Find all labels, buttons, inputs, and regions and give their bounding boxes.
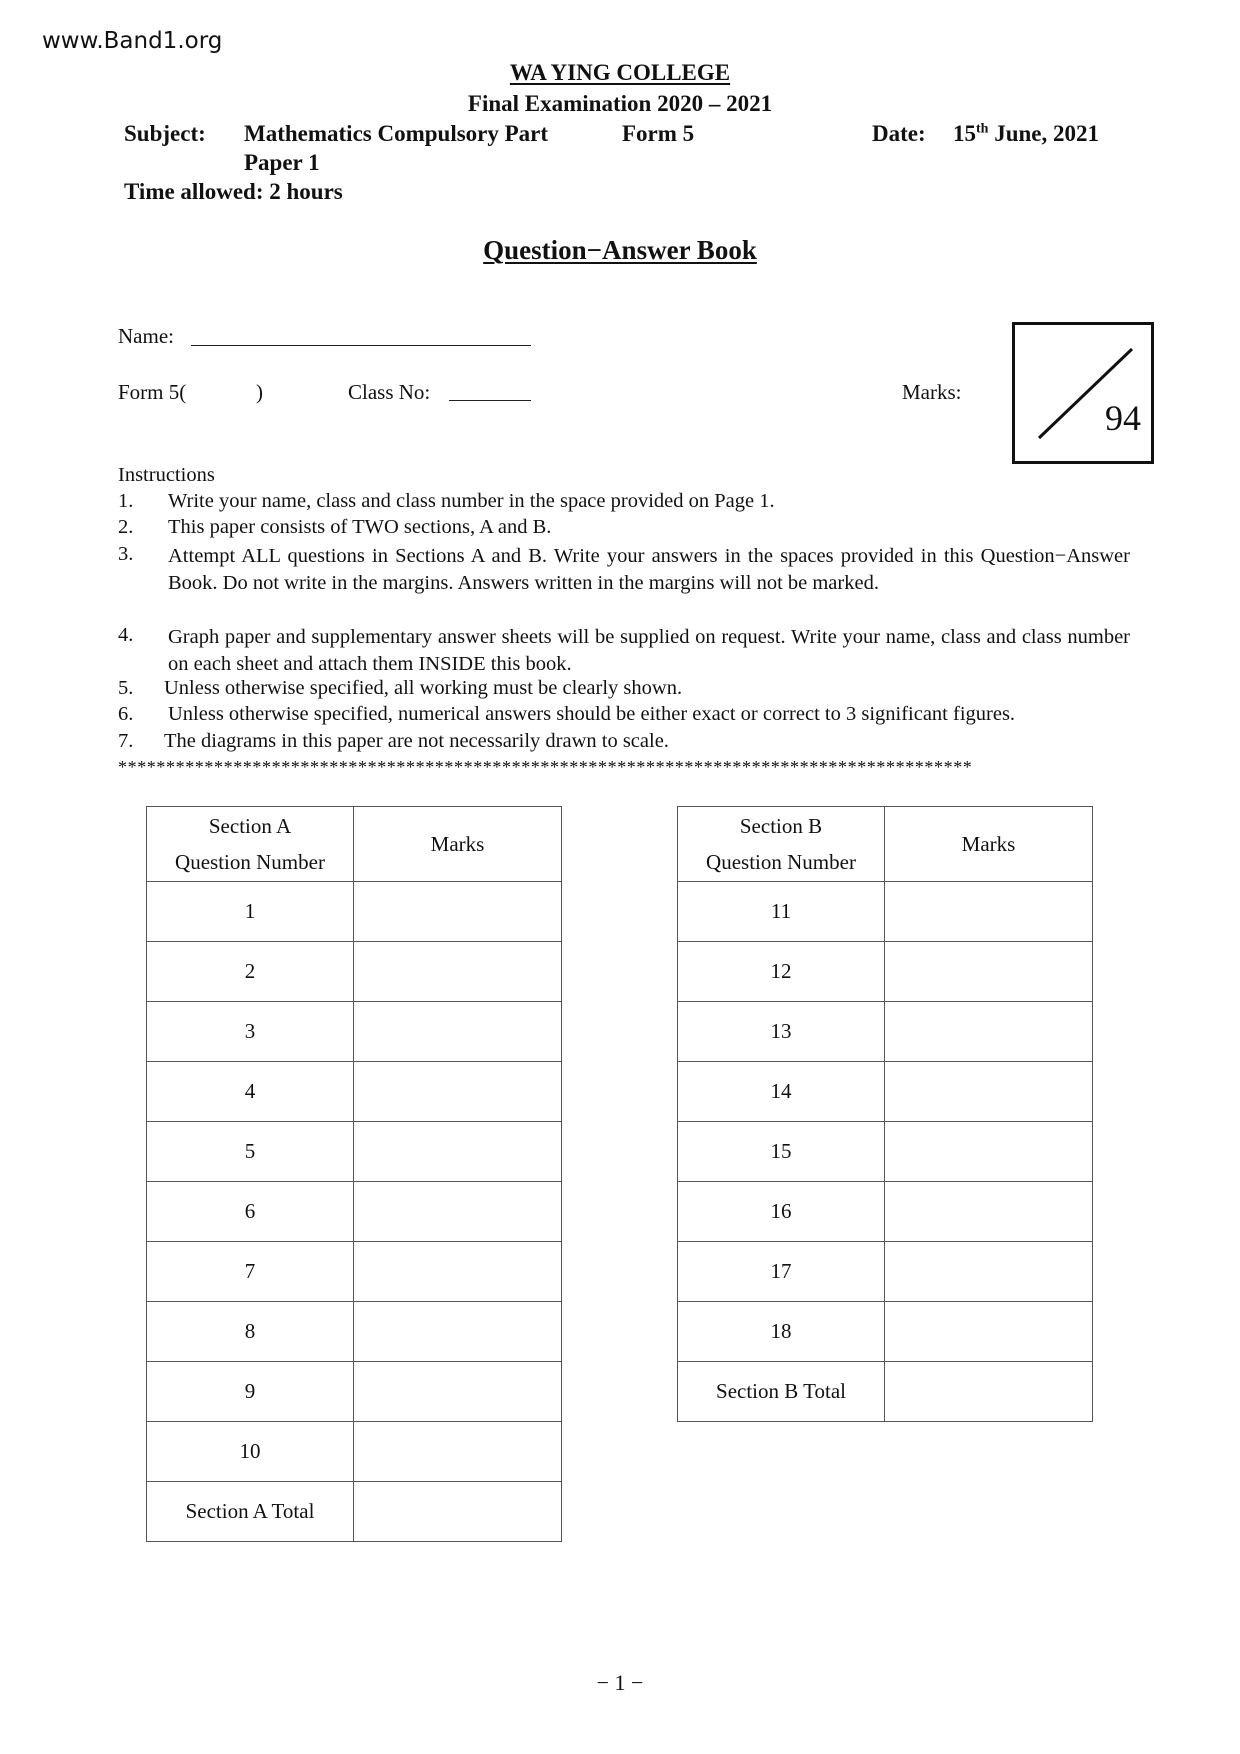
question-number: 8	[147, 1302, 354, 1362]
marks-cell[interactable]	[354, 882, 562, 942]
class-no-field[interactable]	[449, 378, 531, 401]
table-row	[147, 1242, 562, 1302]
form-level: Form 5	[622, 121, 695, 146]
instruction-item: Graph paper and supplementary answer sheets will be supplied on request. Write your name, class and class number on each sheet and attach them INSIDE this book.	[168, 626, 1130, 675]
book-title: Question−Answer Book	[483, 235, 757, 265]
table-row	[678, 882, 1093, 942]
name-field[interactable]	[191, 323, 531, 346]
question-number: 14	[678, 1062, 885, 1122]
question-number: 2	[147, 942, 354, 1002]
table-row	[678, 1062, 1093, 1122]
section-b-total-label: Section B Total	[678, 1362, 885, 1422]
question-number: 12	[678, 942, 885, 1002]
form-class-field[interactable]	[192, 376, 254, 404]
page-number: − 1 −	[596, 1670, 644, 1695]
table-row	[147, 1422, 562, 1482]
table-row	[147, 942, 562, 1002]
marks-cell[interactable]	[885, 1002, 1093, 1062]
table-row	[147, 1122, 562, 1182]
marks-column-header: Marks	[885, 807, 1093, 882]
question-number: 3	[147, 1002, 354, 1062]
table-row	[147, 1302, 562, 1362]
section-a-header: Section A Question Number	[147, 807, 354, 882]
question-number: 7	[147, 1242, 354, 1302]
table-row	[147, 1062, 562, 1122]
table-row	[147, 882, 562, 942]
table-row	[147, 1182, 562, 1242]
exam-title: Final Examination 2020 – 2021	[467, 91, 773, 116]
marks-cell[interactable]	[354, 1122, 562, 1182]
marks-cell[interactable]	[885, 942, 1093, 1002]
instruction-item: Write your name, class and class number in the space provided on Page 1.	[168, 490, 775, 512]
total-row	[678, 1362, 1093, 1422]
question-number: 5	[147, 1122, 354, 1182]
instruction-number: 7.	[118, 730, 134, 752]
instruction-number: 6.	[118, 703, 134, 725]
exam-date: 15th June, 2021	[953, 121, 1099, 146]
marks-cell[interactable]	[885, 1062, 1093, 1122]
watermark-url: www.Band1.org	[42, 28, 223, 54]
instruction-number: 4.	[118, 624, 134, 646]
table-row	[678, 1122, 1093, 1182]
marks-cell[interactable]	[354, 942, 562, 1002]
question-number: 16	[678, 1182, 885, 1242]
marks-cell[interactable]	[354, 1002, 562, 1062]
instruction-number: 3.	[118, 543, 134, 565]
class-no-label: Class No:	[348, 380, 431, 404]
marks-cell[interactable]	[354, 1302, 562, 1362]
instruction-item: Unless otherwise specified, all working must be clearly shown.	[164, 677, 683, 699]
marks-cell[interactable]	[885, 1122, 1093, 1182]
table-row	[678, 1182, 1093, 1242]
marks-cell[interactable]	[354, 1242, 562, 1302]
instruction-item: Attempt ALL questions in Sections A and B. Write your answers in the spaces provided in this Question−Answer Book. Do not write in the margins. Answers written in the margins will not be marked.	[168, 545, 1130, 594]
question-number: 17	[678, 1242, 885, 1302]
marks-cell[interactable]	[354, 1362, 562, 1422]
section-a-total-label: Section A Total	[147, 1482, 354, 1542]
table-row	[678, 1002, 1093, 1062]
instruction-item: The diagrams in this paper are not necessarily drawn to scale.	[164, 730, 669, 752]
instructions-heading: Instructions	[118, 464, 215, 486]
marks-total: 94	[1105, 398, 1141, 438]
question-number: 18	[678, 1302, 885, 1362]
table-row	[147, 1002, 562, 1062]
instruction-item: This paper consists of TWO sections, A and B.	[168, 516, 552, 538]
total-row	[147, 1482, 562, 1542]
marks-cell[interactable]	[354, 1062, 562, 1122]
marks-column-header: Marks	[354, 807, 562, 882]
question-number: 11	[678, 882, 885, 942]
question-number: 9	[147, 1362, 354, 1422]
instruction-number: 1.	[118, 490, 134, 512]
paper-number: Paper 1	[244, 150, 320, 175]
form-class-label: Form 5(	[118, 380, 187, 404]
question-number: 6	[147, 1182, 354, 1242]
marks-cell[interactable]	[885, 1182, 1093, 1242]
table-row	[678, 942, 1093, 1002]
date-label: Date:	[872, 121, 926, 146]
separator-line: *****************************************************************************************	[118, 757, 973, 777]
marks-cell[interactable]	[885, 1242, 1093, 1302]
section-a-table	[146, 806, 562, 1542]
subject-label: Subject:	[124, 121, 206, 146]
section-b-total-cell[interactable]	[885, 1362, 1093, 1422]
section-b-header: Section B Question Number	[678, 807, 885, 882]
marks-cell[interactable]	[354, 1422, 562, 1482]
instruction-number: 5.	[118, 677, 134, 699]
slash-divider-icon	[1015, 325, 1151, 461]
name-label: Name:	[118, 324, 174, 348]
question-number: 10	[147, 1422, 354, 1482]
section-a-total-cell[interactable]	[354, 1482, 562, 1542]
question-number: 15	[678, 1122, 885, 1182]
table-row	[678, 1302, 1093, 1362]
instruction-item: Unless otherwise specified, numerical answers should be either exact or correct to 3 significant figures.	[168, 703, 1016, 725]
marks-cell[interactable]	[885, 882, 1093, 942]
marks-label: Marks:	[902, 380, 962, 404]
question-number: 1	[147, 882, 354, 942]
table-row	[678, 1242, 1093, 1302]
school-name: WA YING COLLEGE	[509, 60, 731, 85]
subject-name: Mathematics Compulsory Part	[244, 121, 549, 146]
marks-cell[interactable]	[885, 1302, 1093, 1362]
question-number: 4	[147, 1062, 354, 1122]
section-b-table	[677, 806, 1093, 1422]
form-class-close: )	[256, 380, 263, 404]
marks-cell[interactable]	[354, 1182, 562, 1242]
question-number: 13	[678, 1002, 885, 1062]
table-row	[147, 1362, 562, 1422]
instruction-number: 2.	[118, 516, 134, 538]
time-allowed: Time allowed: 2 hours	[124, 179, 343, 204]
marks-box[interactable]	[1012, 322, 1154, 464]
